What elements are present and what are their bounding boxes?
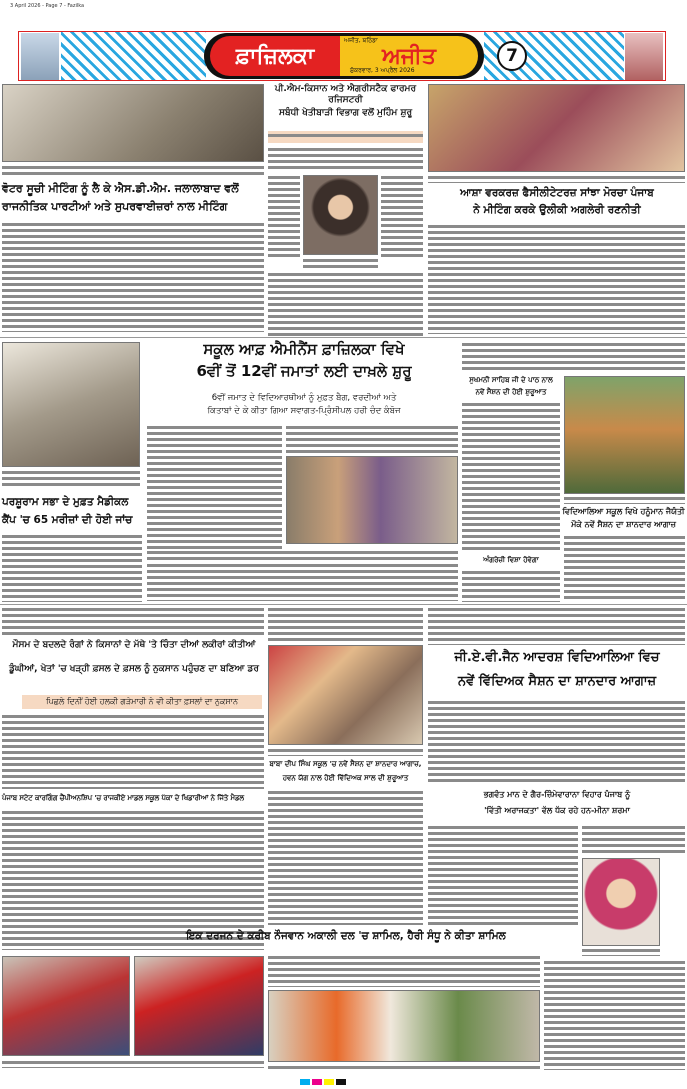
masthead-name-right-block [340, 36, 478, 76]
havan-body [268, 790, 423, 925]
eminence-subhead-1: 6ਵੀਂ ਜਮਾਤ ਦੇ ਵਿਦਿਆਰਥੀਆਂ ਨੂੰ ਮੁਫ਼ਤ ਬੈਗ, ਵਰਦੀਆਂ ਅਤੇ [211, 393, 397, 403]
hanuman-school-photo [564, 376, 685, 494]
asha-body [428, 224, 685, 334]
eminence-students-photo [286, 456, 458, 544]
weather-headline-2: ਡੂੰਘੀਆਂ, ਖੇਤਾਂ 'ਚ ਖੜ੍ਹੀ ਫ਼ਸਲ ਦੇ ਫ਼ਸਲ ਨੂੰ ਨੁਕਸਾਨ ਪਹੁੰਚਣ ਦਾ ਬਣਿਆ ਡਰ [9, 664, 259, 674]
kickboxing-body [2, 810, 264, 950]
meena-headline-1: ਭਗਵੰਤ ਮਾਨ ਦੇ ਗੈਰ-ਜ਼ਿੰਮੇਵਾਰਾਨਾ ਵਿਹਾਰ ਪੰਜਾਬ ਨੂੰ [483, 790, 631, 799]
weather-headline-1: ਮੌਸਮ ਦੇ ਬਦਲਦੇ ਰੰਗਾਂ ਨੇ ਕਿਸਾਨਾਂ ਦੇ ਮੱਥੇ 'ਤੇ ਚਿੰਤਾ ਦੀਆਂ ਲਕੀਰਾਂ ਕੀਤੀਆਂ [12, 640, 256, 650]
kickboxing-caption [2, 1060, 264, 1068]
hanuman-body-continued [428, 607, 685, 645]
divider [0, 337, 687, 338]
medical-camp-caption [2, 470, 140, 486]
pmkisan-body-col1 [268, 147, 423, 171]
pmkisan-intro [268, 131, 423, 143]
voter-headline-1: ਵੋਟਰ ਸੂਚੀ ਮੀਟਿੰਗ ਨੂੰ ਲੈ ਕੇ ਐਸ.ਡੀ.ਐਮ. ਜਲਾਲਾਬਾਦ ਵਲੋਂ [2, 182, 239, 195]
pmkisan-body-col4 [381, 175, 423, 257]
masthead-name-left: ਫ਼ਾਜ਼ਿਲਕਾ [210, 36, 340, 76]
havan-caption [268, 748, 423, 756]
parshuram-headline-2: ਕੈਂਪ 'ਚ 65 ਮਰੀਜ਼ਾਂ ਦੀ ਹੋਈ ਜਾਂਚ [2, 514, 133, 526]
jain-body [428, 700, 685, 782]
weather-subhead: ਪਿਛਲੇ ਦਿਨੀਂ ਹੋਈ ਹਲਕੀ ਗੜੇਮਾਰੀ ਨੇ ਵੀ ਕੀਤਾ ਫ਼ਸਲਾਂ ਦਾ ਨੁਕਸਾਨ [22, 695, 262, 709]
weather-body [2, 714, 264, 789]
eminence-headline-2: 6ਵੀਂ ਤੋਂ 12ਵੀਂ ਜਮਾਤਾਂ ਲਈ ਦਾਖ਼ਲੇ ਸ਼ੁਰੂ [196, 362, 412, 380]
parshuram-headline-1: ਪਰਸ਼ੂਰਾਮ ਸਭਾ ਦੇ ਮੁਫ਼ਤ ਮੈਡੀਕਲ [2, 496, 129, 508]
registration-mark-magenta [312, 1079, 322, 1085]
havan-headline-2: ਹਵਨ ਯੱਗ ਨਾਲ ਹੋਈ ਵਿੱਦਿਅਕ ਸਾਲ ਦੀ ਸ਼ੁਰੂਆਤ [282, 774, 409, 782]
pmkisan-headline-block [268, 84, 423, 118]
kickboxing-photo-1 [2, 956, 130, 1056]
registration-mark-yellow [324, 1079, 334, 1085]
sukhmani-headline-1: ਸੁਖਮਨੀ ਸਾਹਿਬ ਜੀ ਦੇ ਪਾਠ ਨਾਲ [469, 376, 553, 384]
eminence-subhead-2: ਕਿਤਾਬਾਂ ਦੇ ਕੇ ਕੀਤਾ ਗਿਆ ਸਵਾਗਤ-ਪ੍ਰਿੰਸੀਪਲ ਹਰੀ ਚੰਦ ਕੰਬੋਜ [207, 406, 401, 416]
masthead-name-right: ਅਜੀਤ [382, 44, 436, 69]
medical-camp-photo [2, 342, 140, 467]
kickboxing-headline: ਪੰਜਾਬ ਸਟੇਟ ਕਾਰਗਿੰਗ ਚੈਂਪੀਅਨਸ਼ਿਪ 'ਚ ਰਾਜਕੀਏ ਮਾਡਲ ਸਕੂਲ ਪੱਕਾ ਦੇ ਖਿਡਾਰੀਆਂ ਨੇ ਜਿੱਤੇ ਮੈਡਲ [2, 794, 245, 802]
havan-headline-1: ਬਾਬਾ ਦੀਪ ਸਿੰਘ ਸਕੂਲ 'ਚ ਨਵੇਂ ਸੈਸ਼ਨ ਦਾ ਸ਼ਾਨਦਾਰ ਆਗਾਜ਼, [269, 760, 422, 768]
meeting-photo-caption [2, 165, 264, 177]
parshuram-body [2, 534, 142, 602]
registration-mark-cyan [300, 1079, 310, 1085]
voter-headline-2: ਰਾਜਨੀਤਿਕ ਪਾਰਟੀਆਂ ਅਤੇ ਸੁਪਰਵਾਈਜ਼ਰਾਂ ਨਾਲ ਮੀਟਿੰਗ [2, 200, 228, 213]
akali-headline: ਇਕ ਦਰਜਨ ਦੇ ਕਰੀਬ ਨੌਜਵਾਨ ਅਕਾਲੀ ਦਲ 'ਚ ਸ਼ਾਮਿਲ, ਹੈਰੀ ਸੰਧੂ ਨੇ ਕੀਤਾ ਸ਼ਾਮਿਲ [186, 930, 506, 942]
akali-body [268, 955, 540, 987]
asha-caption [428, 175, 685, 183]
asha-headline-2: ਨੇ ਮੀਟਿੰਗ ਕਰਕੇ ਉਲੀਕੀ ਅਗਲੇਰੀ ਰਣਨੀਤੀ [473, 204, 641, 216]
havan-photo [268, 645, 423, 745]
divider [0, 604, 687, 605]
kickboxing-photo-2 [134, 956, 264, 1056]
voter-body [2, 222, 264, 332]
english-body [462, 570, 560, 602]
sukhmani-headline-2: ਨਵੇਂ ਸੈਸ਼ਨ ਦੀ ਹੋਈ ਸ਼ੁਰੂਆਤ [475, 388, 547, 396]
eminence-headline-1: ਸਕੂਲ ਆਫ਼ ਐਮੀਨੈਂਸ ਫ਼ਾਜ਼ਿਲਕਾ ਵਿਖੇ [203, 340, 405, 358]
page-number: 7 [497, 41, 527, 71]
pmkisan-body-col3 [268, 272, 423, 336]
jain-headline-1: ਜੀ.ਏ.ਵੀ.ਜੈਨ ਆਦਰਸ਼ ਵਿਦਿਆਲਿਆ ਵਿਚ [454, 650, 660, 665]
parshuram-body-continued [2, 607, 264, 635]
clock-tower-image [21, 33, 59, 81]
hanuman-caption [564, 496, 685, 504]
hanuman-headline-2: ਮੌਕੇ ਨਵੇਂ ਸੈਸ਼ਨ ਦਾ ਸ਼ਾਨਦਾਰ ਆਗਾਜ਼ [571, 520, 676, 529]
meena-body-bottom [544, 960, 685, 1070]
pmkisan-headline-2: ਸਬੰਧੀ ਖੇਤੀਬਾੜੀ ਵਿਭਾਗ ਵਲੋਂ ਮੁਹਿੰਮ ਸ਼ੁਰੂ [278, 107, 413, 118]
monument-image [625, 33, 663, 81]
meena-body-side [582, 825, 685, 855]
jain-headline-2: ਨਵੇਂ ਵਿੱਦਿਅਕ ਸੈਸ਼ਨ ਦਾ ਸ਼ਾਨਦਾਰ ਆਗਾਜ਼ [457, 674, 657, 689]
meena-caption [582, 948, 660, 956]
masthead-date: ਸ਼ੁੱਕਰਵਾਰ, 3 ਅਪ੍ਰੈਲ 2026 [350, 67, 415, 74]
registration-mark-black [336, 1079, 346, 1085]
masthead-logo [204, 33, 484, 79]
eminence-body-col2 [286, 425, 458, 453]
sukhmani-body [462, 402, 560, 552]
meena-sharma-photo [582, 858, 660, 946]
print-slug: 3 April 2026 - Page 7 - Fazilka [10, 3, 85, 9]
akali-caption [268, 1065, 540, 1072]
masthead-pattern-left [61, 32, 206, 80]
asha-headline-1: ਆਸ਼ਾ ਵਰਕਰਜ਼ ਫੈਸੀਲੀਟੇਟਰਜ਼ ਸਾਂਝਾ ਮੋਰਚਾ ਪੰਜਾਬ [460, 187, 654, 199]
meeting-photo [2, 84, 264, 162]
meena-headline-2: 'ਵਿੱਤੀ ਅਰਾਜਕਤਾ' ਵੱਲ ਧੱਕ ਰਹੇ ਹਨ-ਮੀਨਾ ਸ਼ਰਮਾ [484, 806, 630, 815]
masthead-city: ਅਜੀਤ, ਬਠਿੰਡਾ [344, 37, 378, 44]
pmkisan-body-col2 [268, 175, 300, 257]
hanuman-headline-1: ਵਿਦਿਆਲਿਆ ਸਕੂਲ ਵਿਖੇ ਹਨੂੰਮਾਨ ਜੈਯੰਤੀ [562, 507, 685, 516]
eminence-body-bottom [147, 563, 458, 601]
akali-group-photo [268, 990, 540, 1062]
officer-caption [303, 258, 378, 268]
pmkisan-headline-1: ਪੀ.ਐਮ-ਕਿਸਾਨ ਅਤੇ ਐਗਰੀਸਟੈਕ ਫਾਰਮਰ ਰਜਿਸਟਰੀ [274, 84, 417, 105]
masthead [18, 31, 666, 81]
eminence-caption [147, 550, 458, 560]
officer-portrait-photo [303, 175, 378, 255]
eminence-body-col1 [147, 425, 282, 550]
hanuman-body [564, 535, 685, 602]
asha-body-continued [462, 342, 685, 372]
asha-group-photo [428, 84, 685, 172]
eminence-body-continued [268, 607, 423, 643]
meena-body-top [428, 825, 578, 925]
english-headline: ਅੰਗਰੇਜ਼ੀ ਵਿਸ਼ਾ ਹੋਵੇਗਾ [483, 556, 539, 564]
